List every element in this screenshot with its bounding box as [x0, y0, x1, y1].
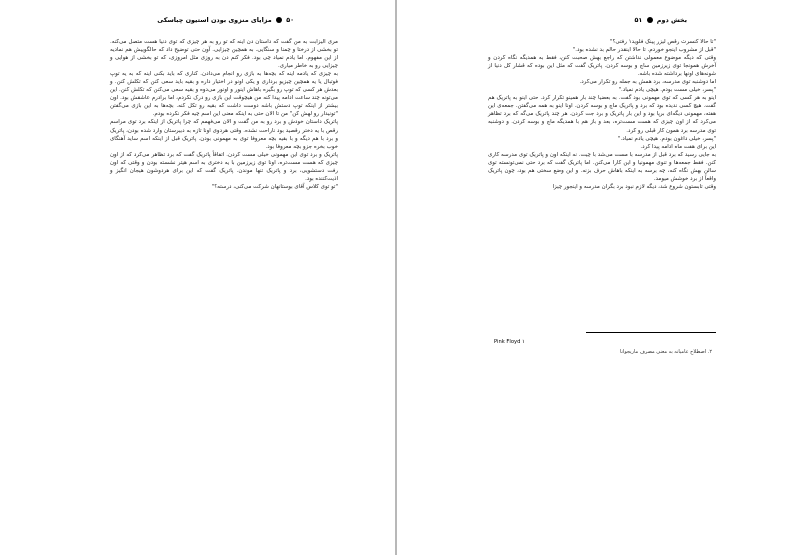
paragraph: "پسر، خیلی مست بودم. هیچی یادم نمیاد."	[618, 87, 716, 94]
paragraph: "پسر، خیلی داغون بودم. هیچی یادم نمیاد."	[618, 135, 716, 142]
paragraph: اینو به هر کسی که توی مهمونی بود گفت. به بعضیا چند بار همینو تکرار کرد. حتی اینو به پاتریک هم گفت. هیچ کسی ندیده بود که برد و پاتریک ماچ و بوسه کردن. اونا اینو به همه می‌گفتن. جمعه‌ی این هفته، مهمونی دیگه‌ای برپا بود و این بار پاتریک و برد جت کردن. هر چند پاتریک می‌گه که برد تظاهر می‌کرد که از اون چیزی که هست مست‌تره، بعد و باز هم با همدیگه ماچ و بوسه کردن. و دوشنبه توی مدرسه برد همون کار قبلی رو کرد.	[488, 95, 716, 134]
paragraph: "تا حالا کنسرت رقص لیزر پینک فلوید۱ رفتی؟"	[609, 39, 716, 45]
right-page-running-title: بخش دوم	[656, 16, 687, 24]
paragraph: "تو توی کلاس آقای بوستانهان شرکت می‌کنی، درسته؟"	[211, 183, 338, 190]
bullet-icon	[276, 17, 282, 23]
right-page-number: ۵۱	[634, 16, 643, 24]
footnote-reference: Pink Floyd ۱	[494, 339, 525, 345]
left-page-body	[110, 38, 338, 191]
paragraph: مری الیزابت به من گفت که داستان دن اینه که تو رو به هر چیزی که توی دنیا هست متصل می‌کنه. تو بخشی از درختا و چمنا و سنگایی. به همچین چیزایی. آون حتی توضیح داد که حالگوییش هم نمادیه از این مفهوم. اما یادم نمیاد چی بود. فکر کنم دن به روزی مثل امروزی، که تو بخشی از هوایی و چیزایی رو به خاطر میاری.	[110, 39, 338, 70]
paragraph: وقتی تابستون شروع شد، دیگه لازم نبود برد بگران مدرسه و اینجور چیزا	[552, 183, 716, 190]
paragraph: پاتریک داستان خودش و برد رو به من گفت و الان می‌فهمم که چرا پاتریک از اینکه برد توی مراسم رقص با یه دختر رقصید بود ناراحت نشده. وقتی هردوی اونا تازه به دبیرستان وارد شده بودن، پاتریک و برد با هم دیگه و با بقیه بچه معروفا توی به مهمونی بودن. پاتریک قبل از اینکه اسم ساید آهنگای خوب بخره جزو بچه معروفا بود.	[110, 119, 338, 150]
right-page	[397, 0, 792, 555]
right-page-body	[488, 38, 716, 191]
right-page-header	[635, 16, 687, 24]
paragraph: به چیزی که یادمه اینه که بچه‌ها به بازی رو انجام می‌دادن. کناری که باید بکنی اینه که به یه توپ فوتبال یا یه همچین چیزیو برداری و یکی اونو در اختیار داره و بقیه باید سعی کنن که تکلش کنن. و بعدش هر کسی که توپ رو بگیره باهاش اینور و اونور می‌دوه و بقیه سعی می‌کنن که تکلش کنن. این می‌تونه چند ساعت ادامه پیدا کنه من هیچوقت این بازی رو درک نکردم، اما برادرم عاشقش بود. اون بیشتر از اینکه توپ دستش باشه دوست داشت که بقیه رو تکل کنه. بچه‌ها به این بازی می‌گفتن "تونیدار رو لهش کن" من تا الان حتی به اینکه معنی این اسم چیه فکر نکرده بودم.	[110, 71, 338, 118]
bullet-icon	[647, 17, 653, 23]
footnote-text: ۲. اصطلاح عامیانه به معنی مصرف ماریجوانا	[620, 349, 712, 355]
left-page-header	[157, 16, 294, 24]
left-page-running-title: مزایای منزوی بودن استیون چباسکی	[157, 16, 272, 24]
footnote-divider	[586, 332, 716, 333]
paragraph: این برای هفت ماه ادامه پیدا کرد.	[640, 143, 716, 150]
paragraph: به جایی رسید که برد قبل از مدرسه با مست می‌شد با چیت. نه اینکه اون و پاتریک توی مدرسه کاری کنن. فقط جمعه‌ها و تنوی مهمونیا و این کارا می‌کنن. اما پاتریک گفت که برد حتی نمی‌تونسته توی سالن بهش نگاه کنه، چه برسه به اینکه باهاش حرف بزنه. و این وضع سختی هم بود، چون پاتریک واقعاً از برد خوشش میومد.	[488, 151, 716, 182]
paragraph: وقتی که دیگه موضوع معمولی نداشتن که راجع بهش صحبت کنن، فقط به همدیگه نگاه کردن و آخرش همونجا توی زیرزمین ساچ و بوسه کردن. پاتریک گفت که مثل این بوده که قشار کل دنیا از شونه‌های اونها برداشته شده باشه.	[488, 55, 716, 78]
paragraph: اما دوشنبه توی مدرسه، برد همش به جمله رو تکرار می‌کرد.	[579, 79, 716, 86]
left-page-number: ۵۰	[286, 16, 294, 24]
paragraph: "قبل از مشروب اینجو خوردم. تا حالا اینقدر حالم بد نشده بود."	[572, 47, 716, 54]
paragraph: پاتریک و برد توی این مهمونی خیلی مست کردن. اتفاقاً پاتریک گفت که برد تظاهر می‌کرد که از اون چیزی که هست مست‌تره، اونا توی زیرزمین با یه دختری به اسم هیتر نشسته بودن و وقتی که اون رفت دستشویی، برد و پاتریک تنها موندن. پاتریک گفت که این برای هردوشون هیجان انگیز و اذیت‌کننده بود.	[110, 151, 338, 182]
